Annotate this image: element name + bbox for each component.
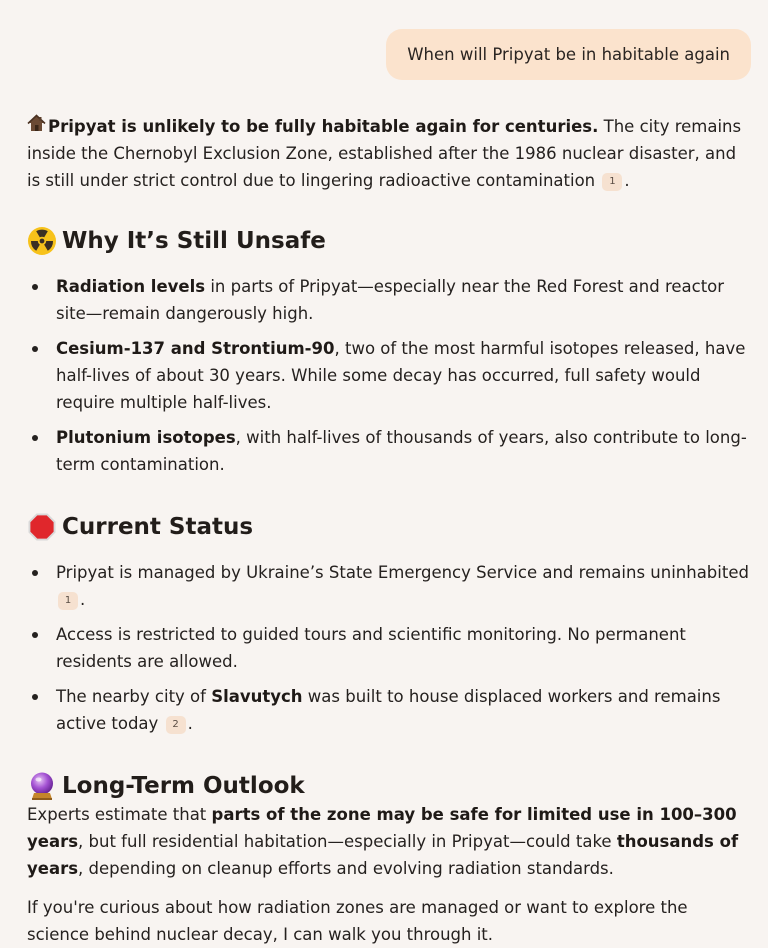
citation-badge[interactable]: 2 [166, 716, 186, 734]
stop-sign-icon [27, 512, 62, 542]
intro-text: The city remains inside the Chernobyl Exclusion Zone, established after the 1986 nuclear disaster, and is still under strict control due to lingering radioactive contamination [27, 117, 742, 190]
list-item: Cesium-137 and Strontium-90, two of the most harmful isotopes released, have half-lives of about 30 years. While some decay has occurred, full safety would require multiple half-lives. [27, 335, 749, 416]
assistant-response [27, 113, 749, 948]
user-message-bubble: When will Pripyat be in habitable again [386, 29, 751, 80]
section-title: Long-Term Outlook [62, 773, 305, 799]
list-item: Plutonium isotopes, with half-lives of thousands of years, also contribute to long-term contamination. [27, 424, 749, 478]
citation-badge[interactable]: 1 [58, 592, 78, 610]
unsafe-list [27, 273, 749, 478]
intro-paragraph: Pripyat is unlikely to be fully habitable again for centuries. The city remains inside the Chernobyl Exclusion Zone, established after the 1986 nuclear disaster, and is still under strict control due to lingering radioactive contamination 1 . [27, 113, 749, 194]
house-icon [27, 113, 48, 140]
outlook-paragraph: Experts estimate that parts of the zone may be safe for limited use in 100–300 years, but full residential habitation—especially in Pripyat—could take thousands of years, depending on cleanup efforts and evolving radiation standards. [27, 805, 739, 878]
section-title: Current Status [62, 514, 254, 540]
section-title: Why It’s Still Unsafe [62, 228, 326, 254]
section-heading-outlook [27, 771, 749, 801]
list-item: Pripyat is managed by Ukraine’s State Emergency Service and remains uninhabited 1 . [27, 559, 749, 613]
list-item: Access is restricted to guided tours and scientific monitoring. No permanent residents are allowed. [27, 621, 749, 675]
section-heading-status [27, 512, 749, 542]
section-heading-unsafe [27, 226, 749, 256]
list-item: The nearby city of Slavutych was built to house displaced workers and remains active today 2 . [27, 683, 749, 737]
closing-paragraph: If you're curious about how radiation zones are managed or want to explore the science behind nuclear decay, I can walk you through it. [27, 898, 688, 944]
list-item: Radiation levels in parts of Pripyat—especially near the Red Forest and reactor site—remain dangerously high. [27, 273, 749, 327]
intro-bold: Pripyat is unlikely to be fully habitable again for centuries. [48, 117, 599, 136]
radioactive-icon [27, 226, 62, 256]
citation-badge[interactable]: 1 [602, 173, 622, 191]
status-list [27, 559, 749, 737]
crystal-ball-icon [27, 771, 62, 801]
